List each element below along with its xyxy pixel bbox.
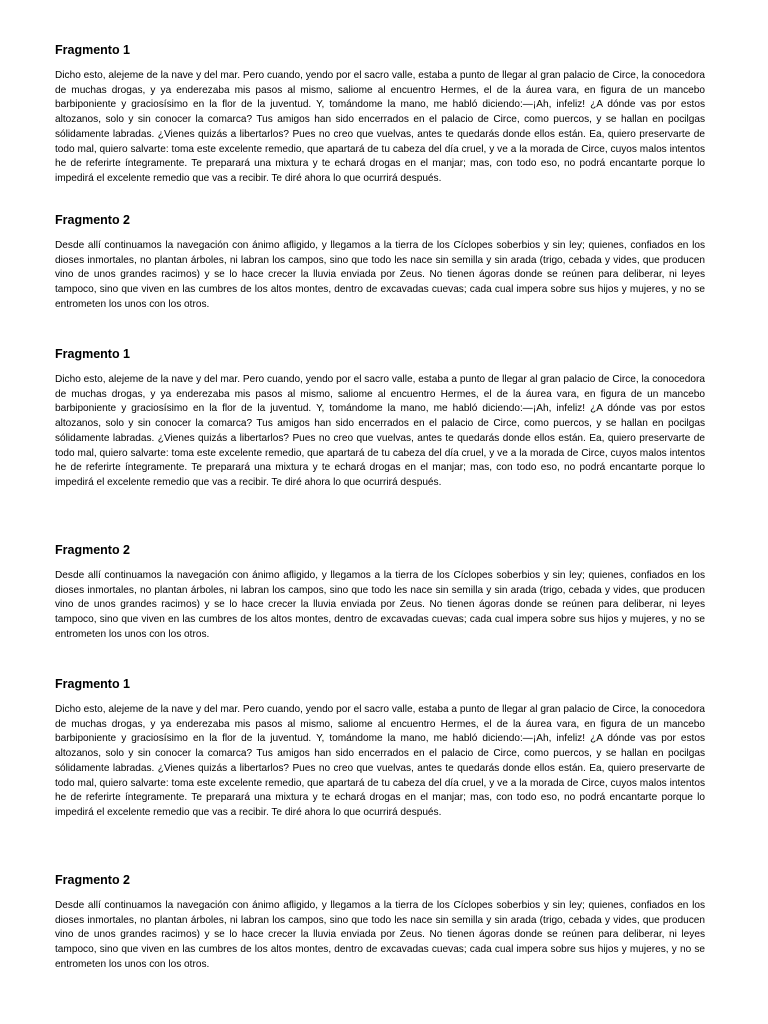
fragment-paragraph: Dicho esto, alejeme de la nave y del mar. Pero cuando, yendo por el sacro valle, estaba a punto de llegar al gran palacio de Circe, la conocedora de muchas drogas, y ya enderezaba mis pasos al mismo, saliome al encuentro Hermes, el de la áurea vara, en figura de un mancebo barbiponiente y graciosísimo en la flor de la juventud. Y, tomándome la mano, me habló diciendo:—¡Ah, infeliz! ¿A dónde vas por estos altozanos, solo y sin conocer la comarca? Tus amigos han sido encerrados en el palacio de Circe, como puercos, y se hallan en pocilgas sólidamente labradas. ¿Vienes quizás a libertarlos? Pues no creo que vuelvas, antes te quedarás donde ellos están. Ea, quiero preservarte de todo mal, quiero salvarte: toma este excelente remedio, que apartará de tu cabeza del día cruel, y ve a la morada de Circe, cuyos malos intentos he de referirte íntegramente. Te preparará una mixtura y te echará drogas en el manjar; mas, con todo eso, no podrá encantarte porque lo impedirá el excelente remedio que vas a recibir. Te diré ahora lo que ocurrirá después. <box>55 70 705 184</box>
fragment-heading: Fragmento 2 <box>55 873 131 887</box>
fragment-paragraph: Dicho esto, alejeme de la nave y del mar. Pero cuando, yendo por el sacro valle, estaba a punto de llegar al gran palacio de Circe, la conocedora de muchas drogas, y ya enderezaba mis pasos al mismo, saliome al encuentro Hermes, el de la áurea vara, en figura de un mancebo barbiponiente y graciosísimo en la flor de la juventud. Y, tomándome la mano, me habló diciendo:—¡Ah, infeliz! ¿A dónde vas por estos altozanos, solo y sin conocer la comarca? Tus amigos han sido encerrados en el palacio de Circe, como puercos, y se hallan en pocilgas sólidamente labradas. ¿Vienes quizás a libertarlos? Pues no creo que vuelvas, antes te quedarás donde ellos están. Ea, quiero preservarte de todo mal, quiero salvarte: toma este excelente remedio, que apartará de tu cabeza del día cruel, y ve a la morada de Circe, cuyos malos intentos he de referirte íntegramente. Te preparará una mixtura y te echará drogas en el manjar; mas, con todo eso, no podrá encantarte porque lo impedirá el excelente remedio que vas a recibir. Te diré ahora lo que ocurrirá después. <box>55 374 705 488</box>
fragment-heading: Fragmento 2 <box>55 543 131 557</box>
fragment-section-4 <box>55 543 705 643</box>
fragment-paragraph: Desde allí continuamos la navegación con ánimo afligido, y llegamos a la tierra de los Cíclopes soberbios y sin ley; quienes, confiados en los dioses inmortales, no plantan árboles, ni labran los campos, sino que todo les nace sin semilla y sin arada (trigo, cebada y vides, que producen vino de unos grandes racimos) y se lo hace crecer la lluvia enviada por Zeus. No tienen ágoras donde se reúnen para deliberar, ni leyes tampoco, sino que viven en las cumbres de los altos montes, dentro de excavadas cuevas; cada cual impera sobre sus hijos y mujeres, y no se entrometen los unos con los otros. <box>55 570 705 640</box>
fragment-heading: Fragmento 2 <box>55 213 131 227</box>
fragment-heading: Fragmento 1 <box>55 677 131 691</box>
fragment-section-5 <box>55 677 705 821</box>
fragment-paragraph: Desde allí continuamos la navegación con ánimo afligido, y llegamos a la tierra de los Cíclopes soberbios y sin ley; quienes, confiados en los dioses inmortales, no plantan árboles, ni labran los campos, sino que todo les nace sin semilla y sin arada (trigo, cebada y vides, que producen vino de unos grandes racimos) y se lo hace crecer la lluvia enviada por Zeus. No tienen ágoras donde se reúnen para deliberar, ni leyes tampoco, sino que viven en las cumbres de los altos montes, dentro de excavadas cuevas; cada cual impera sobre sus hijos y mujeres, y no se entrometen los unos con los otros. <box>55 900 705 970</box>
fragment-paragraph: Dicho esto, alejeme de la nave y del mar. Pero cuando, yendo por el sacro valle, estaba a punto de llegar al gran palacio de Circe, la conocedora de muchas drogas, y ya enderezaba mis pasos al mismo, saliome al encuentro Hermes, el de la áurea vara, en figura de un mancebo barbiponiente y graciosísimo en la flor de la juventud. Y, tomándome la mano, me habló diciendo:—¡Ah, infeliz! ¿A dónde vas por estos altozanos, solo y sin conocer la comarca? Tus amigos han sido encerrados en el palacio de Circe, como puercos, y se hallan en pocilgas sólidamente labradas. ¿Vienes quizás a libertarlos? Pues no creo que vuelvas, antes te quedarás donde ellos están. Ea, quiero preservarte de todo mal, quiero salvarte: toma este excelente remedio, que apartará de tu cabeza del día cruel, y ve a la morada de Circe, cuyos malos intentos he de referirte íntegramente. Te preparará una mixtura y te echará drogas en el manjar; mas, con todo eso, no podrá encantarte porque lo impedirá el excelente remedio que vas a recibir. Te diré ahora lo que ocurrirá después. <box>55 704 705 818</box>
fragment-paragraph: Desde allí continuamos la navegación con ánimo afligido, y llegamos a la tierra de los Cíclopes soberbios y sin ley; quienes, confiados en los dioses inmortales, no plantan árboles, ni labran los campos, sino que todo les nace sin semilla y sin arada (trigo, cebada y vides, que producen vino de unos grandes racimos) y se lo hace crecer la lluvia enviada por Zeus. No tienen ágoras donde se reúnen para deliberar, ni leyes tampoco, sino que viven en las cumbres de los altos montes, dentro de excavadas cuevas; cada cual impera sobre sus hijos y mujeres, y no se entrometen los unos con los otros. <box>55 240 705 310</box>
fragment-section-2 <box>55 213 705 313</box>
fragment-heading: Fragmento 1 <box>55 43 131 57</box>
fragment-section-3 <box>55 347 705 491</box>
fragment-section-1 <box>55 43 705 187</box>
fragment-section-6 <box>55 873 705 973</box>
fragment-heading: Fragmento 1 <box>55 347 131 361</box>
